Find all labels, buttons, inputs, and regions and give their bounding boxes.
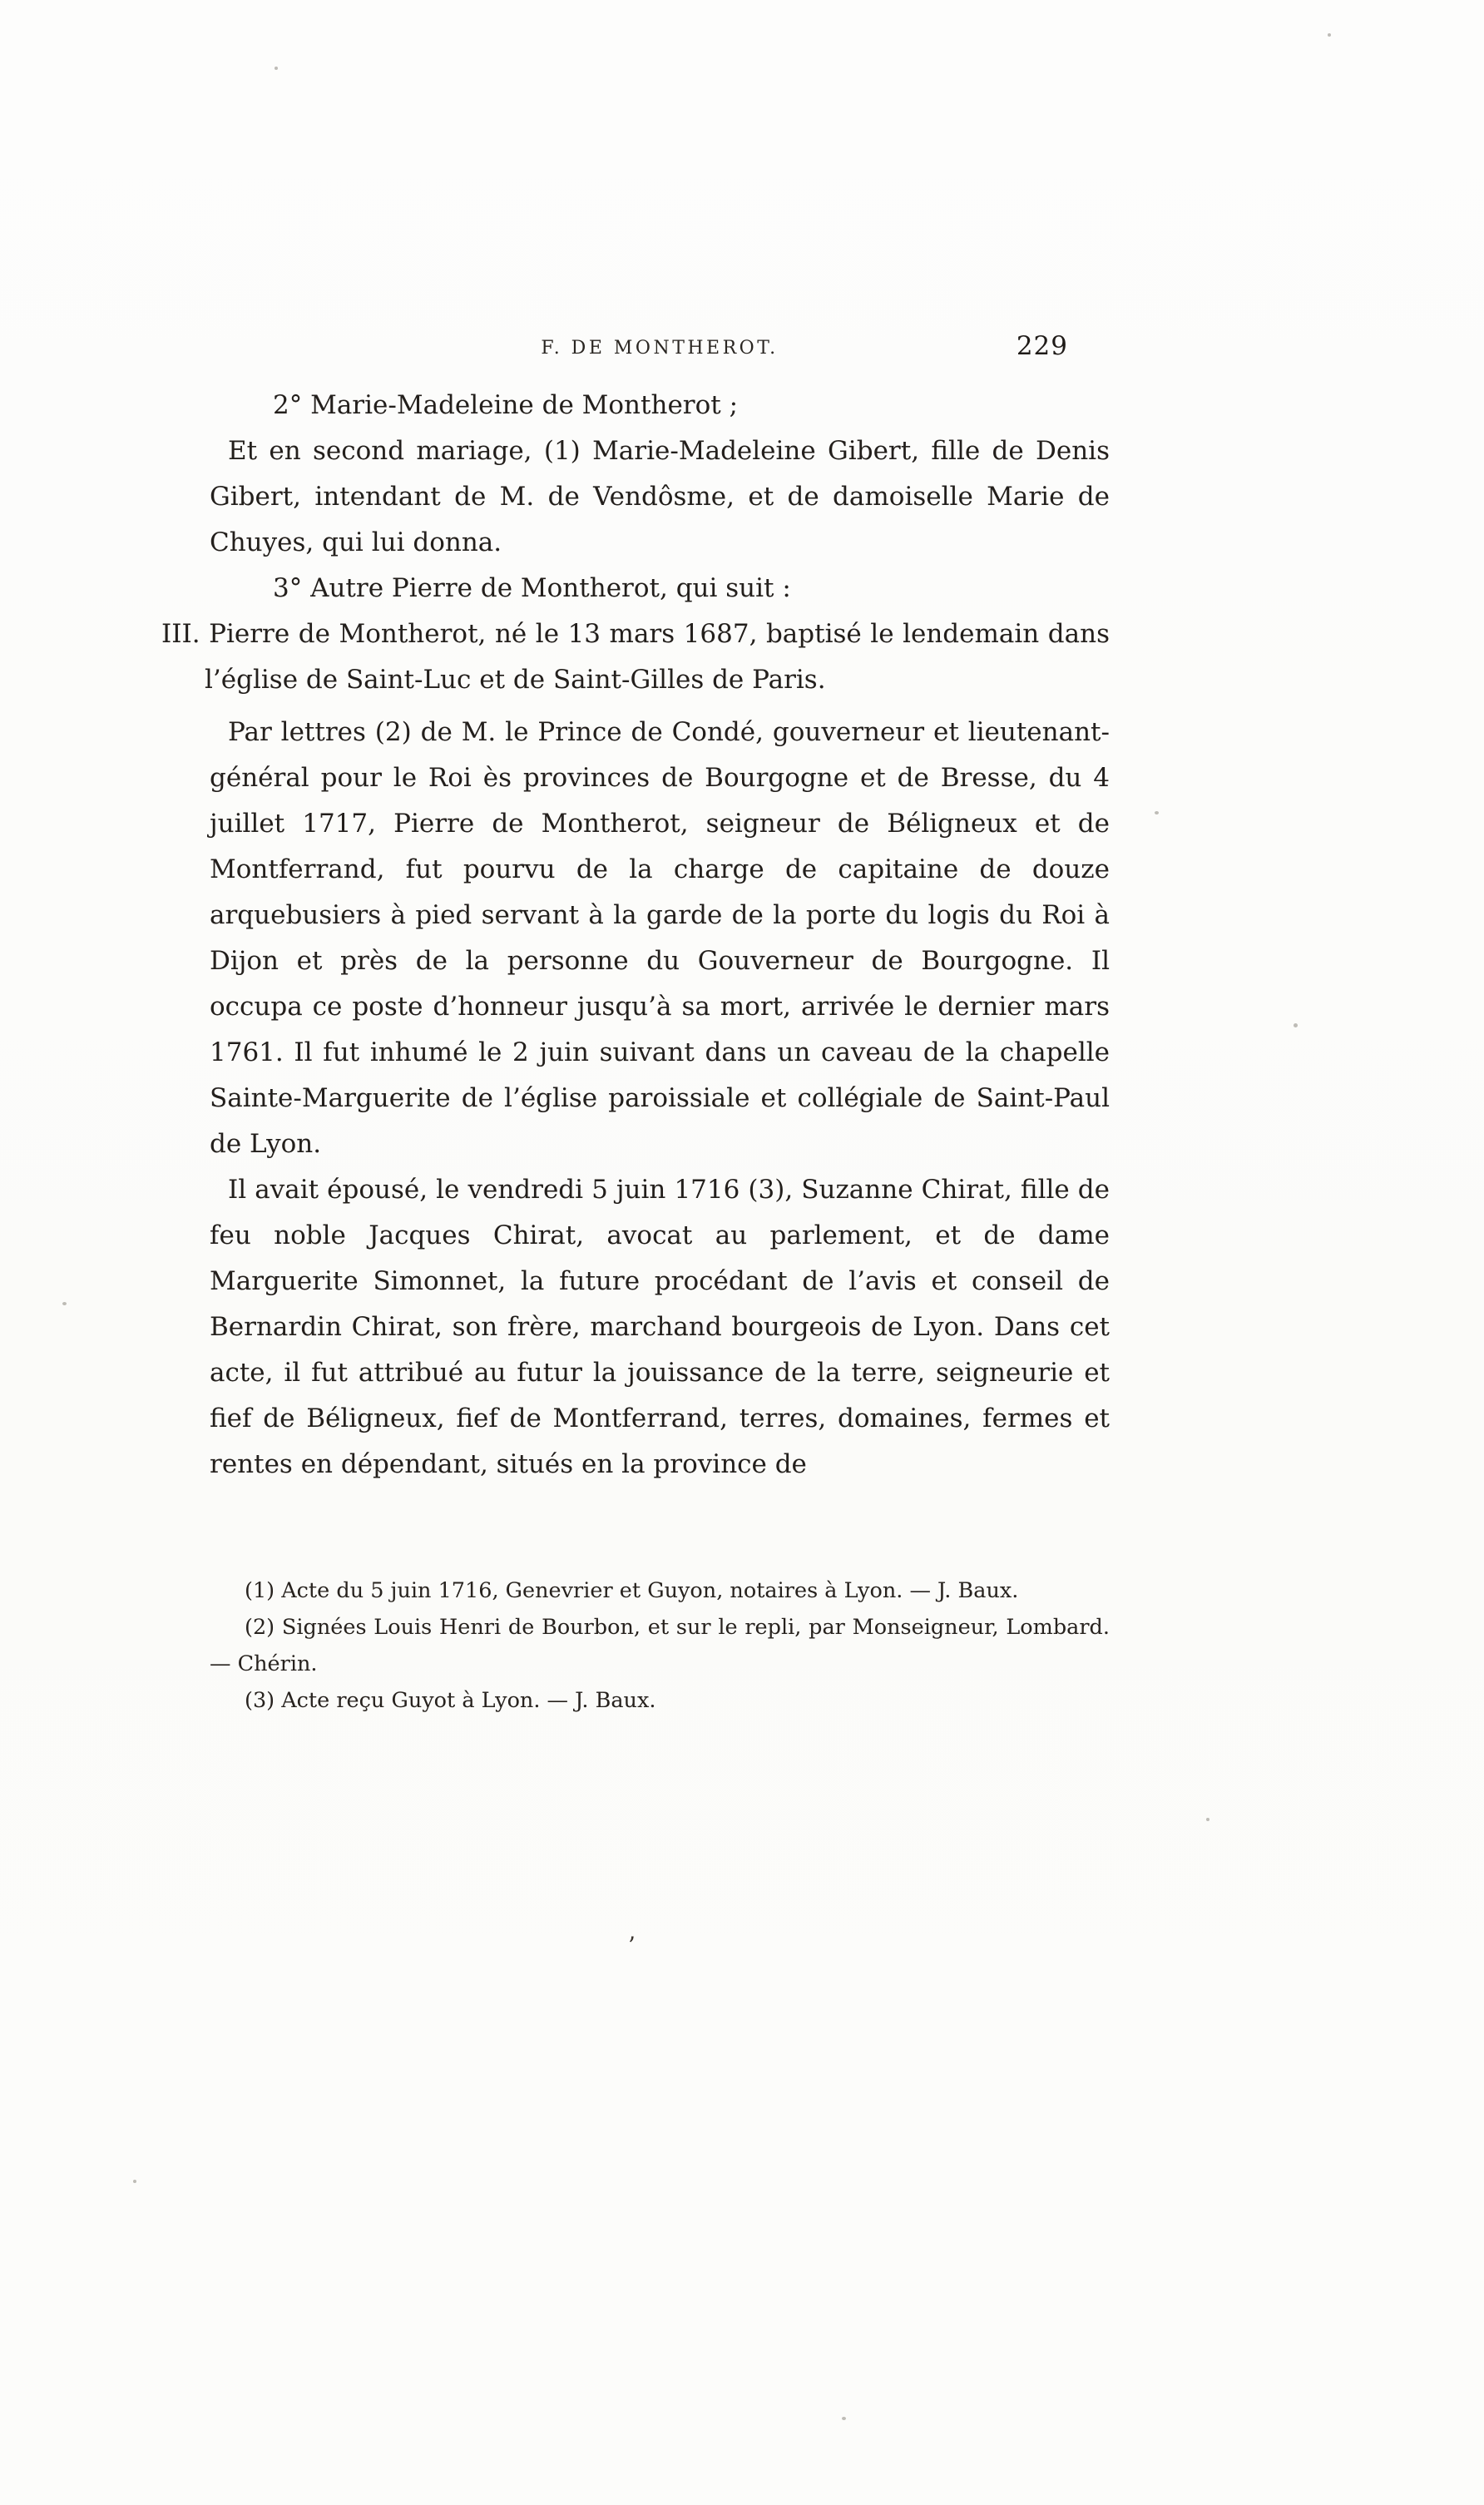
paragraph-iii-pierre: III. Pierre de Montherot, né le 13 mars 1687, baptisé le lendemain dans l’église de Saint-Luc et de Saint-Gilles de Paris. [161,619,1110,695]
footnote: (3) Acte reçu Guyot à Lyon. — J. Baux. [245,1688,656,1713]
scan-speck [275,67,278,70]
scan-speck [842,2417,846,2420]
paragraph-item-3: 3° Autre Pierre de Montherot, qui suit : [273,573,791,603]
page-number: 229 [1016,331,1068,361]
footnote: (1) Acte du 5 juin 1716, Genevrier et Guyon, notaires à Lyon. — J. Baux. [245,1578,1019,1603]
scan-speck [62,1302,67,1305]
page-header [210,333,1110,376]
paragraph-item-2: 2° Marie-Madeleine de Montherot ; [273,390,739,420]
scan-speck [1328,33,1331,37]
scan-speck [1155,811,1159,814]
scan-speck [133,2180,136,2183]
running-title: F. DE MONTHEROT. [541,338,779,359]
scan-speck [1294,1023,1298,1027]
paragraph-par-lettres: Par lettres (2) de M. le Prince de Condé, gouverneur et lieutenant-général pour le Roi ès provinces de Bourgogne et de Bresse, du 4 juillet 1717, Pierre de Montherot, seigneur de Béligneux et de Montferrand, fut pourvu de la charge de capitaine de douze arquebusiers à pied servant à la garde de la porte du logis du Roi à Dijon et près de la personne du Gouverneur de Bourgogne. Il occupa ce poste d’honneur jusqu’à sa mort, arrivée le dernier mars 1761. Il fut inhumé le 2 juin suivant dans un caveau de la chapelle Sainte-Marguerite de l’église paroissiale et collégiale de Saint-Paul de Lyon. [210,717,1110,1159]
paragraph-second-marriage: Et en second mariage, (1) Marie-Madeleine Gibert, fille de Denis Gibert, intendant de M. de Vendôsme, et de damoiselle Marie de Chuyes, qui lui donna. [210,436,1110,557]
scan-speck [1206,1818,1209,1821]
body-text [161,383,1110,1488]
page-content [161,331,1110,1719]
footnote: (2) Signées Louis Henri de Bourbon, et sur le repli, par Monseigneur, Lombard. — Chérin. [210,1615,1110,1676]
footnotes [210,1572,1110,1719]
paragraph-il-avait-epouse: Il avait épousé, le vendredi 5 juin 1716 (3), Suzanne Chirat, fille de feu noble Jacques Chirat, avocat au parlement, et de dame Marguerite Simonnet, la future procédant de l’avis et conseil de Bernardin Chirat, son frère, marchand bourgeois de Lyon. Dans cet acte, il fut attribué au futur la jouissance de la terre, seigneurie et fief de Béligneux, fief de Montferrand, terres, domaines, fermes et rentes en dépendant, situés en la province de [210,1175,1110,1479]
ink-mark: ’ [628,1932,636,1959]
